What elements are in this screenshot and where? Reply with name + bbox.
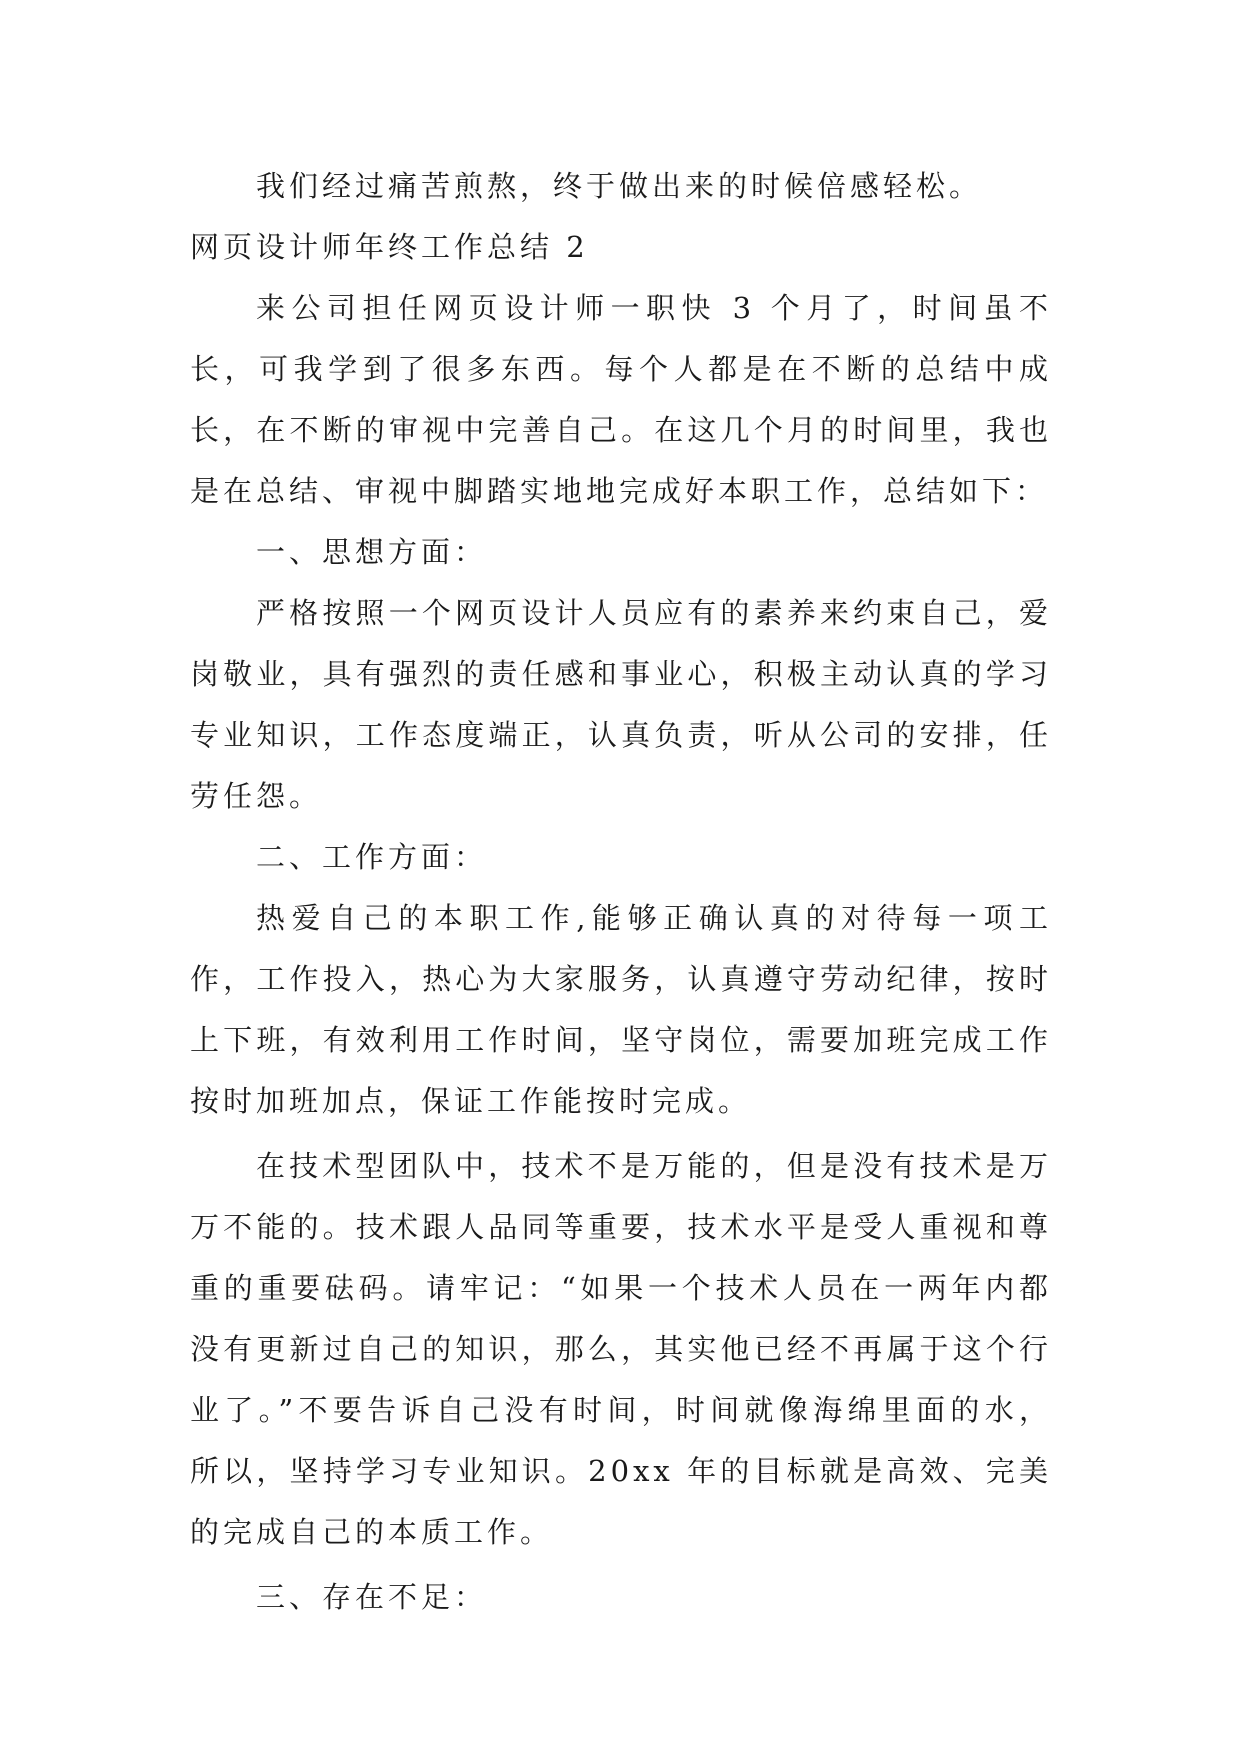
paragraph-intro-end: 我们经过痛苦煎熬，终于做出来的时候倍感轻松。 <box>256 169 983 203</box>
section-heading-work: 二、工作方面： <box>256 840 488 874</box>
paragraph-opening: 来公司担任网页设计师一职快 3 个月了，时间虽不长，可我学到了很多东西。每个人都是在不断的总结中成长，在不断的审视中完善自己。在这几个月的时间里，我也是在总结、审视中脚踏实地地完成好本职工作，总结如下： <box>190 291 1052 508</box>
document-body <box>190 156 1052 1628</box>
section-heading-shortcomings: 三、存在不足： <box>256 1580 488 1614</box>
paragraph-work: 热爱自己的本职工作,能够正确认真的对待每一项工作，工作投入，热心为大家服务，认真遵守劳动纪律，按时上下班，有效利用工作时间，坚守岗位，需要加班完成工作按时加班加点，保证工作能按时完成。 <box>190 901 1052 1118</box>
paragraph-thought: 严格按照一个网页设计人员应有的素养来约束自己，爱岗敬业，具有强烈的责任感和事业心，积极主动认真的学习专业知识，工作态度端正，认真负责，听从公司的安排，任劳任怨。 <box>190 596 1052 813</box>
section-heading-thought: 一、思想方面： <box>256 535 488 569</box>
document-title: 网页设计师年终工作总结 2 <box>190 230 589 264</box>
paragraph-technology: 在技术型团队中，技术不是万能的，但是没有技术是万万不能的。技术跟人品同等重要，技术水平是受人重视和尊重的重要砝码。请牢记：“如果一个技术人员在一两年内都没有更新过自己的知识，那么，其实他已经不再属于这个行业了。”不要告诉自己没有时间，时间就像海绵里面的水，所以，坚持学习专业知识。20xx 年的目标就是高效、完美的完成自己的本质工作。 <box>190 1149 1052 1549</box>
